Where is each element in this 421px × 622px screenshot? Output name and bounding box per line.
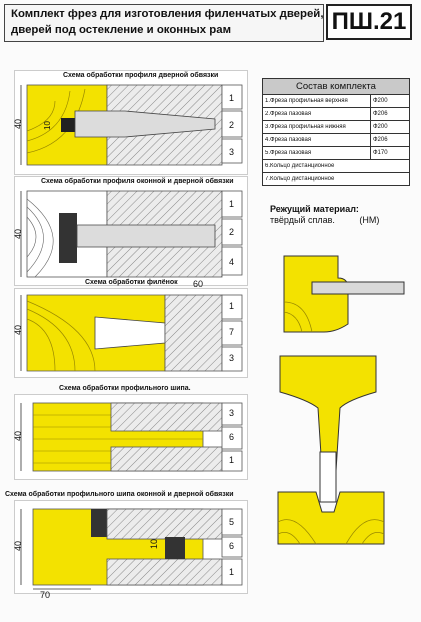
- kit-item-name: 1.Фреза профильная верхняя: [265, 98, 348, 104]
- kit-item-name: 4.Фреза пазовая: [265, 137, 312, 143]
- scheme-5-title: Схема обработки профильного шипа оконной и дверной обвязки: [5, 491, 234, 498]
- kit-item-diameter: Ф200: [370, 121, 409, 133]
- profile-illustration-1: [276, 252, 408, 336]
- material-label: Режущий материал:: [270, 204, 359, 214]
- kit-item-diameter: Ф206: [370, 134, 409, 146]
- scheme-4-cutter-6: 6: [229, 432, 235, 442]
- scheme-1-cutter-2: 2: [229, 120, 235, 130]
- header-title-line2: дверей под остекление и оконных рам: [11, 24, 231, 36]
- scheme-1-title: Схема обработки профиля дверной обвязки: [63, 72, 219, 79]
- scheme-5-dim-bottom: 70: [40, 590, 51, 600]
- profile-illustration-2: [276, 352, 408, 548]
- material-value-line: [270, 215, 379, 226]
- kit-item-name: 6.Кольцо дистанционное: [265, 163, 335, 169]
- scheme-2-cutter-4: 4: [229, 257, 235, 267]
- scheme-1-dim-inner: 10: [42, 121, 52, 130]
- product-code: ПШ.21: [326, 4, 412, 40]
- scheme-5-cutter-5: 5: [229, 517, 235, 527]
- material-block: [270, 204, 379, 226]
- scheme-4-drawing: [15, 395, 247, 479]
- scheme-5-cutter-1: 1: [229, 567, 235, 577]
- scheme-1-dim-height: 40: [13, 118, 24, 130]
- scheme-2-cutter-2: 2: [229, 227, 235, 237]
- scheme-4-panel: [13, 385, 248, 480]
- kit-item-name: 5.Фреза пазовая: [265, 150, 312, 156]
- scheme-3-cutter-1: 1: [229, 301, 235, 311]
- scheme-3-drawing: [15, 289, 247, 377]
- scheme-3-dim-top: 60: [193, 279, 204, 289]
- scheme-3-panel: [13, 279, 248, 378]
- scheme-2-drawing: [15, 177, 247, 285]
- scheme-2-panel: [14, 176, 248, 286]
- scheme-1-panel: [14, 70, 248, 175]
- scheme-2-title: Схема обработки профиля оконной и дверной обвязки: [41, 178, 234, 185]
- kit-row: [263, 160, 409, 173]
- header-title-box: [4, 4, 324, 42]
- kit-row: [263, 95, 409, 108]
- scheme-4-cutter-3: 3: [229, 408, 235, 418]
- kit-item-name: 7.Кольцо дистанционное: [265, 176, 335, 182]
- scheme-5-drawing: [15, 501, 247, 593]
- material-value: твёрдый сплав.: [270, 215, 335, 225]
- scheme-1-cutter-3: 3: [229, 147, 235, 157]
- header-title-line1: Комплект фрез для изготовления филенчатых дверей,: [11, 8, 324, 20]
- scheme-2-cutter-1: 1: [229, 199, 235, 209]
- scheme-3-title: Схема обработки филёнок: [85, 279, 178, 286]
- kit-row: [263, 147, 409, 160]
- kit-row: [263, 134, 409, 147]
- kit-row: [263, 173, 409, 185]
- kit-table-title: Состав комплекта: [263, 79, 409, 95]
- scheme-4-cutter-1: 1: [229, 455, 235, 465]
- scheme-3-cutter-3: 3: [229, 353, 235, 363]
- kit-item-diameter: Ф206: [370, 108, 409, 120]
- scheme-3-dim-height: 40: [13, 324, 24, 336]
- scheme-4-title: Схема обработки профильного шипа.: [59, 385, 191, 392]
- kit-table: [262, 78, 410, 186]
- scheme-2-dim-height: 40: [13, 228, 24, 240]
- kit-item-diameter: Ф200: [370, 95, 409, 107]
- kit-item-diameter: Ф170: [370, 147, 409, 159]
- scheme-5-dim-height: 40: [13, 540, 24, 552]
- kit-row: [263, 121, 409, 134]
- scheme-5-panel: [5, 491, 248, 594]
- scheme-5-cutter-6: 6: [229, 541, 235, 551]
- kit-item-name: 2.Фреза пазовая: [265, 111, 312, 117]
- scheme-1-cutter-1: 1: [229, 93, 235, 103]
- scheme-5-dim-inner: 10: [149, 538, 160, 550]
- scheme-3-cutter-7: 7: [229, 327, 235, 337]
- kit-row: [263, 108, 409, 121]
- material-code: (HM): [359, 215, 380, 225]
- scheme-4-dim-height: 40: [13, 430, 24, 442]
- kit-item-name: 3.Фреза профильная нижняя: [265, 124, 346, 130]
